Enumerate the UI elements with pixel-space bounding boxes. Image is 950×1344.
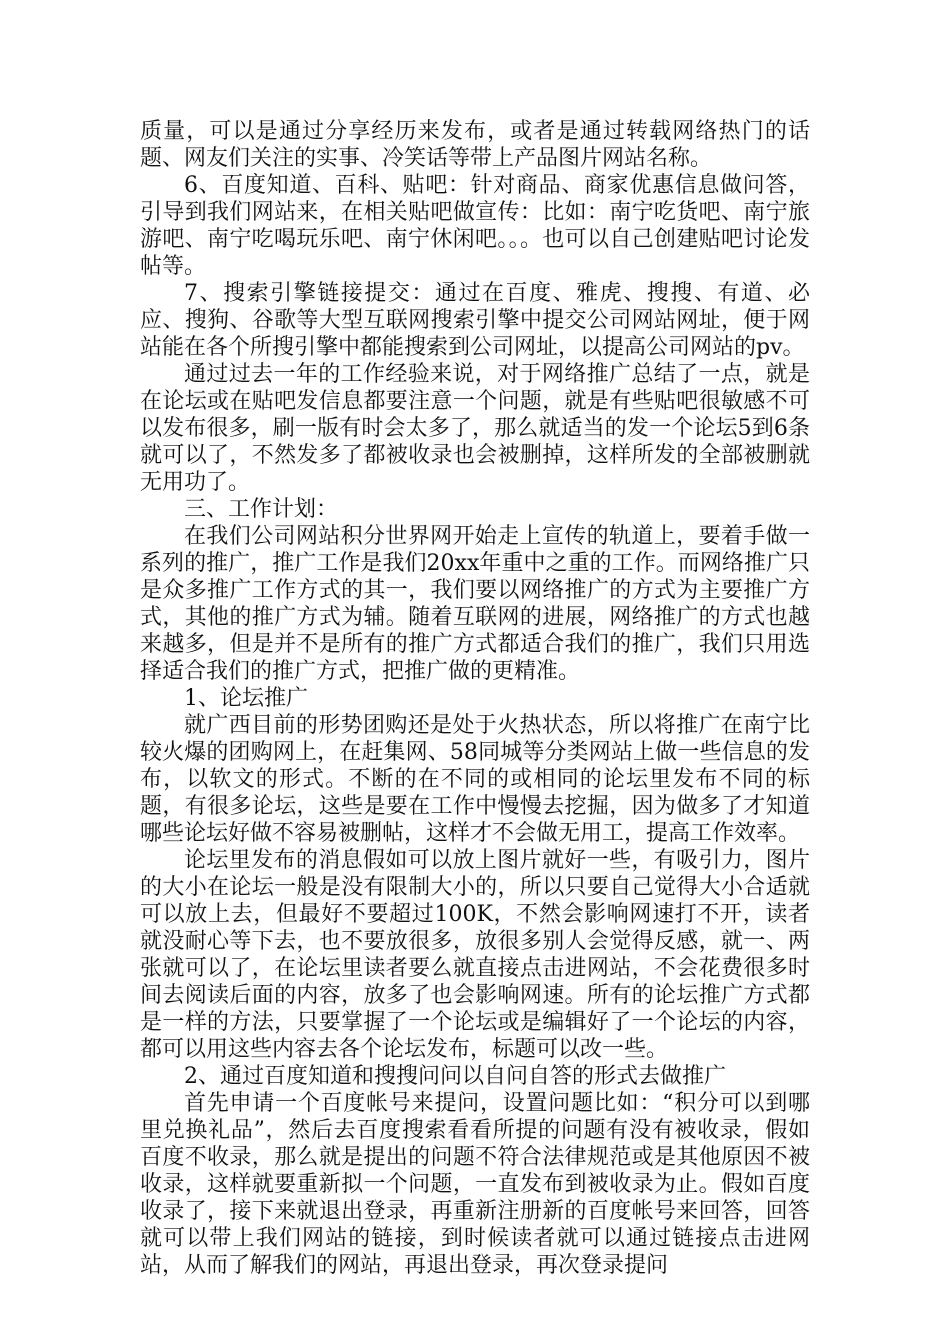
document-page xyxy=(140,118,810,1279)
paragraph-item-6-baidu: 6、百度知道、百科、贴吧：针对商品、商家优惠信息做问答，引导到我们网站来，在相关贴吧做宣传：比如：南宁吃货吧、南宁旅游吧、南宁吃喝玩乐吧、南宁休闲吧。。。也可以自己创建贴吧讨论发帖等。 xyxy=(140,173,810,279)
subheading-forum-promotion: 1、论坛推广 xyxy=(184,686,308,711)
paragraph-continuation: 质量，可以是通过分享经历来发布，或者是通过转载网络热门的话题、网友们关注的实事、冷笑话等带上产品图片网站名称。 xyxy=(140,119,810,171)
paragraph-work-plan-intro: 在我们公司网站积分世界网开始走上宣传的轨道上，要着手做一系列的推广，推广工作是我们20xx年重中之重的工作。而网络推广只是众多推广工作方式的其一，我们要以网络推广的方式为主要推广方式，其他的推广方式为辅。随着互联网的进展，网络推广的方式也越来越多，但是并不是所有的推广方式都适合我们的推广，我们只用选择适合我们的推广方式，把推广做的更精准。 xyxy=(140,524,810,684)
paragraph-item-7-search-engine: 7、搜索引擎链接提交：通过在百度、雅虎、搜搜、有道、必应、搜狗、谷歌等大型互联网搜索引擎中提交公司网站网址，便于网站能在各个所搜引擎中都能搜索到公司网址，以提高公司网站的pv。 xyxy=(140,281,810,360)
paragraph-forum-guangxi: 就广西目前的形势团购还是处于火热状态，所以将推广在南宁比较火爆的团购网上，在赶集网、58同城等分类网站上做一些信息的发布，以软文的形式。不断的在不同的或相同的论坛里发布不同的标题，有很多论坛，这些是要在工作中慢慢去挖掘，因为做多了才知道哪些论坛好做不容易被删帖，这样才不会做无用工，提高工作效率。 xyxy=(140,713,810,846)
section-heading-work-plan: 三、工作计划： xyxy=(184,497,339,522)
subheading-qa-promotion: 2、通过百度知道和搜搜问问以自问自答的形式去做推广 xyxy=(184,1064,726,1089)
paragraph-forum-images: 论坛里发布的消息假如可以放上图片就好一些，有吸引力，图片的大小在论坛一般是没有限制大小的，所以只要自己觉得大小合适就可以放上去，但最好不要超过100K，不然会影响网速打不开，读者就没耐心等下去，也不要放很多，放很多别人会觉得反感，就一、两张就可以了，在论坛里读者要么就直接点击进网站，不会花费很多时间去阅读后面的内容，放多了也会影响网速。所有的论坛推广方式都是一样的方法，只要掌握了一个论坛或是编辑好了一个论坛的内容，都可以用这些内容去各个论坛发布，标题可以改一些。 xyxy=(140,848,810,1062)
paragraph-experience-summary: 通过过去一年的工作经验来说，对于网络推广总结了一点，就是在论坛或在贴吧发信息都要注意一个问题，就是有些贴吧很敏感不可以发布很多，刷一版有时会太多了，那么就适当的发一个论坛5到6条就可以了，不然发多了都被收录也会被删掉，这样所发的全部被删就无用功了。 xyxy=(140,362,810,495)
paragraph-qa-steps: 首先申请一个百度帐号来提问，设置问题比如：“积分可以到哪里兑换礼品”，然后去百度搜索看看所提的问题有没有被收录，假如百度不收录，那么就是提出的问题不符合法律规范或是其他原因不被收录，这样就要重新拟一个问题，一直发布到被收录为止。假如百度收录了，接下来就退出登录，再重新注册新的百度帐号来回答，回答就可以带上我们网站的链接，到时候读者就可以通过链接点击进网站，从而了解我们的网站，再退出登录，再次登录提问 xyxy=(140,1091,810,1278)
